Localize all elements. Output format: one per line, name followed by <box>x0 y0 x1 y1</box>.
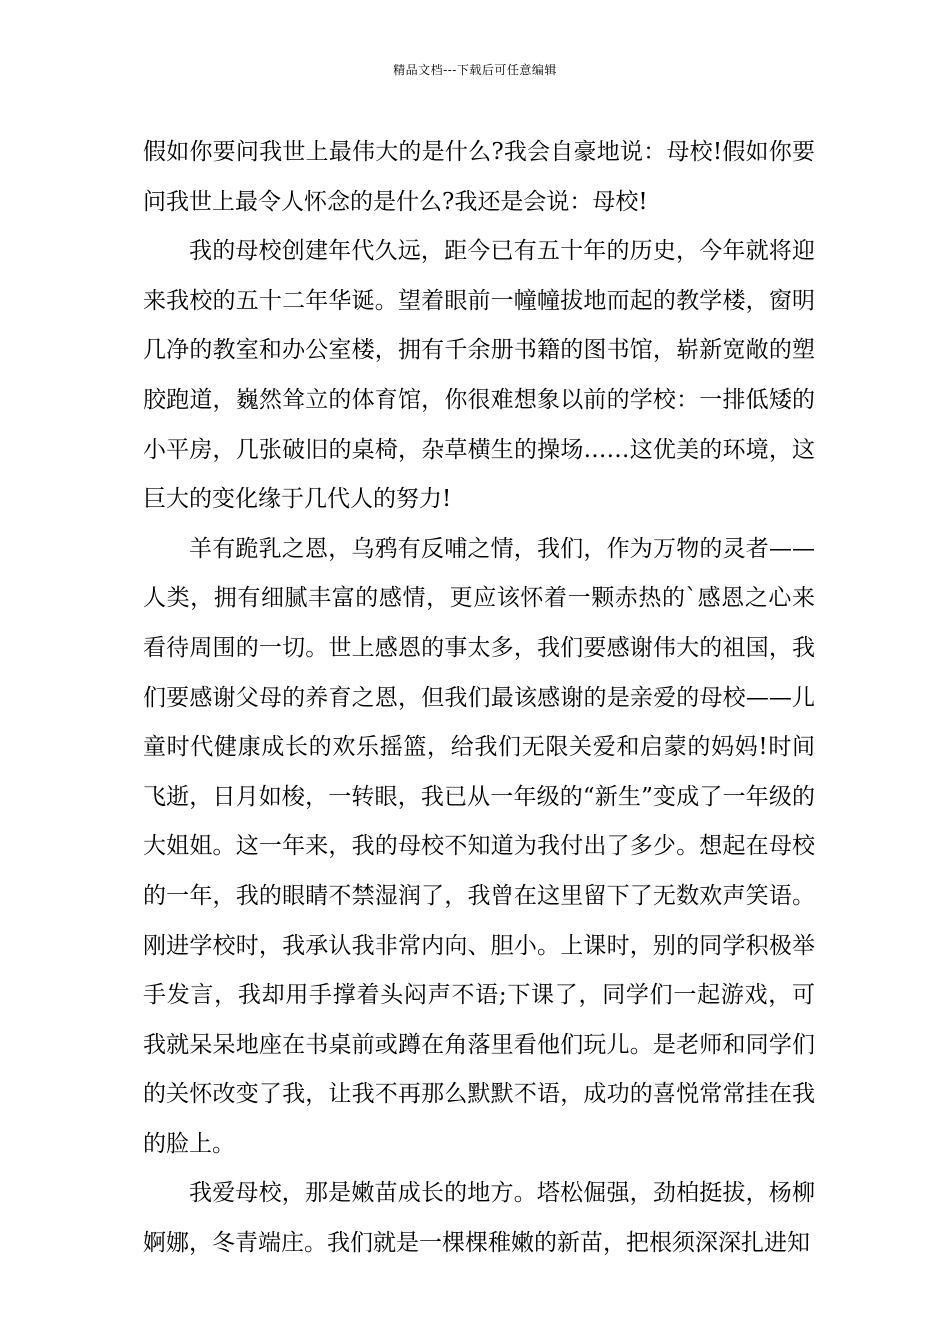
page-header: 精品文档---下载后可任意编辑 <box>393 63 557 77</box>
paragraph-3: 羊有跪乳之恩，乌鸦有反哺之情，我们，作为万物的灵者——人类，拥有细腻丰富的感情，更应该怀着一颗赤热的`感恩之心来看待周围的一切。世上感恩的事太多，我们要感谢伟大的祖国，我们要感谢父母的养育之恩，但我们最该感谢的是亲爱的母校——儿童时代健康成长的欢乐摇篮，给我们无限关爱和启蒙的妈妈!时间飞逝，日月如梭，一转眼，我已从一年级的“新生”变成了一年级的大姐姐。这一年来，我的母校不知道为我付出了多少。想起在母校的一年，我的眼睛不禁湿润了，我曾在这里留下了无数欢声笑语。刚进学校时，我承认我非常内向、胆小。上课时，别的同学积极举手发言，我却用手撑着头闷声不语;下课了，同学们一起游戏，可我就呆呆地座在书桌前或蹲在角落里看他们玩儿。是老师和同学们的关怀改变了我，让我不再那么默默不语，成功的喜悦常常挂在我的脸上。 <box>143 535 815 1157</box>
document-body <box>143 128 815 1269</box>
paragraph-4: 我爱母校，那是嫩苗成长的地方。塔松倔强，劲柏挺拔，杨柳婀娜，冬青端庄。我们就是一棵棵稚嫩的新苗，把根须深深扎进知 <box>143 1180 815 1257</box>
paragraph-2: 我的母校创建年代久远，距今已有五十年的历史，今年就将迎来我校的五十二年华诞。望着眼前一幢幢拔地而起的教学楼，窗明几净的教室和办公室楼，拥有千余册书籍的图书馆，崭新宽敞的塑胶跑道，巍然耸立的体育馆，你很难想象以前的学校：一排低矮的小平房，几张破旧的桌椅，杂草横生的操场……这优美的环境，这巨大的变化缘于几代人的努力! <box>143 238 815 513</box>
paragraph-1: 假如你要问我世上最伟大的是什么?我会自豪地说：母校!假如你要问我世上最令人怀念的是什么?我还是会说：母校! <box>143 139 815 215</box>
